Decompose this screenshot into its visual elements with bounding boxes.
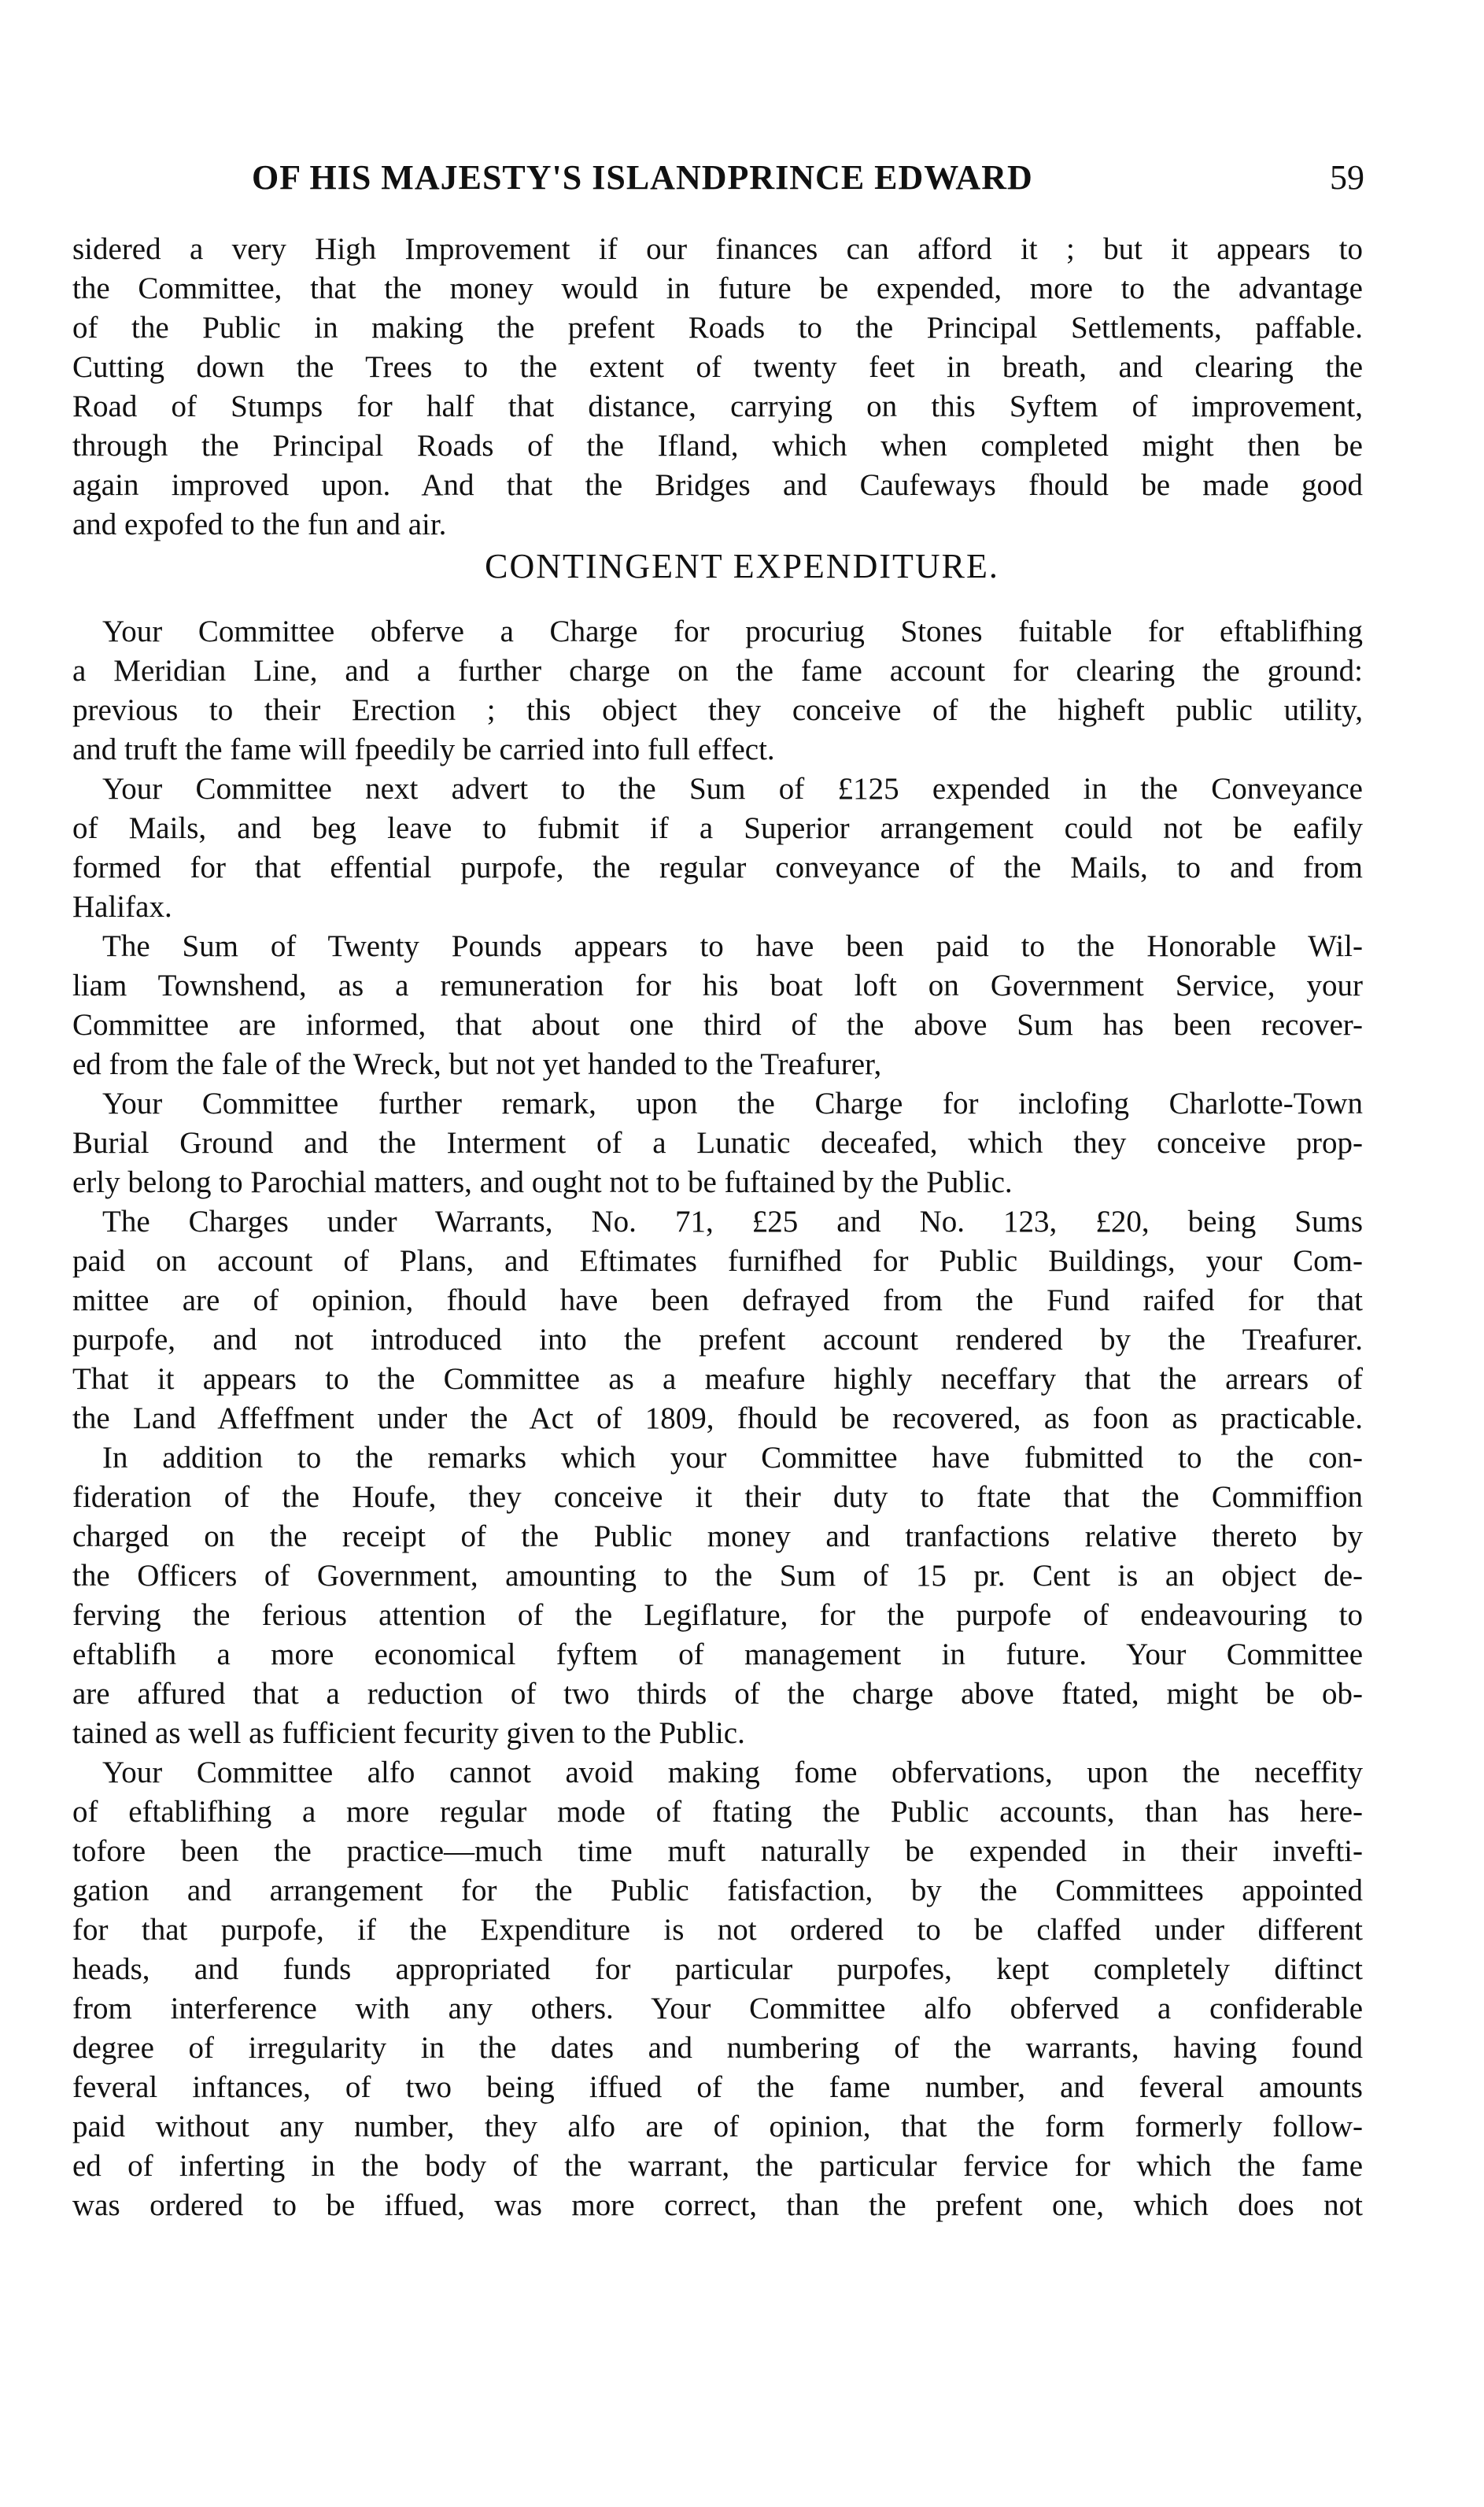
text-line: of the Public in making the prefent Roads to the Principal Settlements, paffable. [72,311,1363,345]
text-line: the Land Affeffment under the Act of 1809, fhould be recovered, as foon as practicable. [72,1401,1363,1435]
text-line: ed from the fale of the Wreck, but not yet handed to the Treafurer, [72,1047,882,1081]
section-heading: CONTINGENT EXPENDITURE. [485,547,999,585]
text-line: Your Committee next advert to the Sum of £125 expended in the Conveyance [102,772,1363,806]
text-line: Cutting down the Trees to the extent of twenty feet in breath, and clearing the [72,350,1363,384]
body-text [72,612,1363,2225]
text-line: Committee are informed, that about one third of the above Sum has been recover- [72,1008,1363,1042]
text-line: The Charges under Warrants, No. 71, £25 and No. 123, £20, being Sums [102,1205,1363,1239]
running-title: OF HIS MAJESTY'S ISLANDPRINCE EDWARD [252,158,1033,197]
text-line: feveral inftances, of two being iffued of the fame number, and feveral amounts [72,2070,1363,2104]
text-line: Road of Stumps for half that distance, carrying on this Syftem of improvement, [72,390,1363,423]
text-line: heads, and funds appropriated for particular purpofes, kept completely diftinct [72,1952,1363,1986]
text-line: tofore been the practice—much time muft naturally be expended in their invefti- [72,1834,1363,1868]
text-line: for that purpofe, if the Expenditure is not ordered to be claffed under different [72,1913,1363,1947]
text-line: Your Committee obferve a Charge for procuriug Stones fuitable for eftablifhing [102,615,1363,648]
page-number: 59 [1330,158,1364,197]
text-line: degree of irregularity in the dates and numbering of the warrants, having found [72,2031,1363,2065]
text-line: of Mails, and beg leave to fubmit if a Superior arrangement could not be eafily [72,811,1363,845]
text-line: charged on the receipt of the Public money and tranfactions relative thereto by [72,1519,1363,1553]
text-line: mittee are of opinion, fhould have been defrayed from the Fund raifed for that [72,1283,1363,1317]
text-line: Halifax. [72,890,172,924]
intro-paragraph [72,230,1363,545]
text-line: paid without any number, they alfo are of opinion, that the form formerly follow- [72,2110,1363,2143]
text-line: of eftablifhing a more regular mode of ftating the Public accounts, than has here- [72,1795,1363,1829]
text-line: the Committee, that the money would in future be expended, more to the advantage [72,271,1363,305]
text-line: eftablifh a more economical fyftem of management in future. Your Committee [72,1637,1363,1671]
text-line: and truft the fame will fpeedily be carried into full effect. [72,733,775,766]
text-line: previous to their Erection ; this object they conceive of the higheft public utility, [72,693,1363,727]
text-line: are affured that a reduction of two thirds of the charge above ftated, might be ob- [72,1677,1363,1711]
text-line: through the Principal Roads of the Ifland, which when completed might then be [72,429,1363,463]
text-line: ed of inferting in the body of the warrant, the particular fervice for which the fame [72,2149,1363,2183]
text-line: purpofe, and not introduced into the prefent account rendered by the Treafurer. [72,1323,1363,1357]
text-line: the Officers of Government, amounting to the Sum of 15 pr. Cent is an object de- [72,1559,1363,1593]
text-line: erly belong to Parochial matters, and ought not to be fuftained by the Public. [72,1165,1013,1199]
text-line: was ordered to be iffued, was more correct, than the prefent one, which does not [72,2188,1363,2222]
text-line: In addition to the remarks which your Committee have fubmitted to the con- [102,1441,1363,1475]
text-line: Burial Ground and the Interment of a Lunatic deceafed, which they conceive prop- [72,1126,1363,1160]
text-line: a Meridian Line, and a further charge on the fame account for clearing the ground: [72,654,1363,688]
text-line: The Sum of Twenty Pounds appears to have been paid to the Honorable Wil- [102,929,1363,963]
text-line: gation and arrangement for the Public fatisfaction, by the Committees appointed [72,1874,1363,1907]
text-line: again improved upon. And that the Bridges and Caufeways fhould be made good [72,468,1363,502]
text-line: fideration of the Houfe, they conceive it their duty to ftate that the Commiffion [72,1480,1363,1514]
text-line: Your Committee further remark, upon the Charge for inclofing Charlotte-Town [102,1087,1363,1121]
text-line: formed for that effential purpofe, the regular conveyance of the Mails, to and from [72,851,1363,884]
running-header [0,157,1484,212]
text-line: That it appears to the Committee as a meafure highly neceffary that the arrears of [72,1362,1363,1396]
text-line: from interference with any others. Your Committee alfo obferved a confiderable [72,1992,1363,2025]
text-line: Your Committee alfo cannot avoid making fome obfervations, upon the neceffity [102,1756,1363,1789]
text-line: ferving the ferious attention of the Legiflature, for the purpofe of endeavouring to [72,1598,1363,1632]
text-line: and expofed to the fun and air. [72,508,447,541]
text-line: tained as well as fufficient fecurity given to the Public. [72,1716,745,1750]
text-line: liam Townshend, as a remuneration for his boat loft on Government Service, your [72,969,1363,1002]
text-line: sidered a very High Improvement if our finances can afford it ; but it appears to [72,232,1363,266]
text-line: paid on account of Plans, and Eftimates furnifhed for Public Buildings, your Com- [72,1244,1363,1278]
